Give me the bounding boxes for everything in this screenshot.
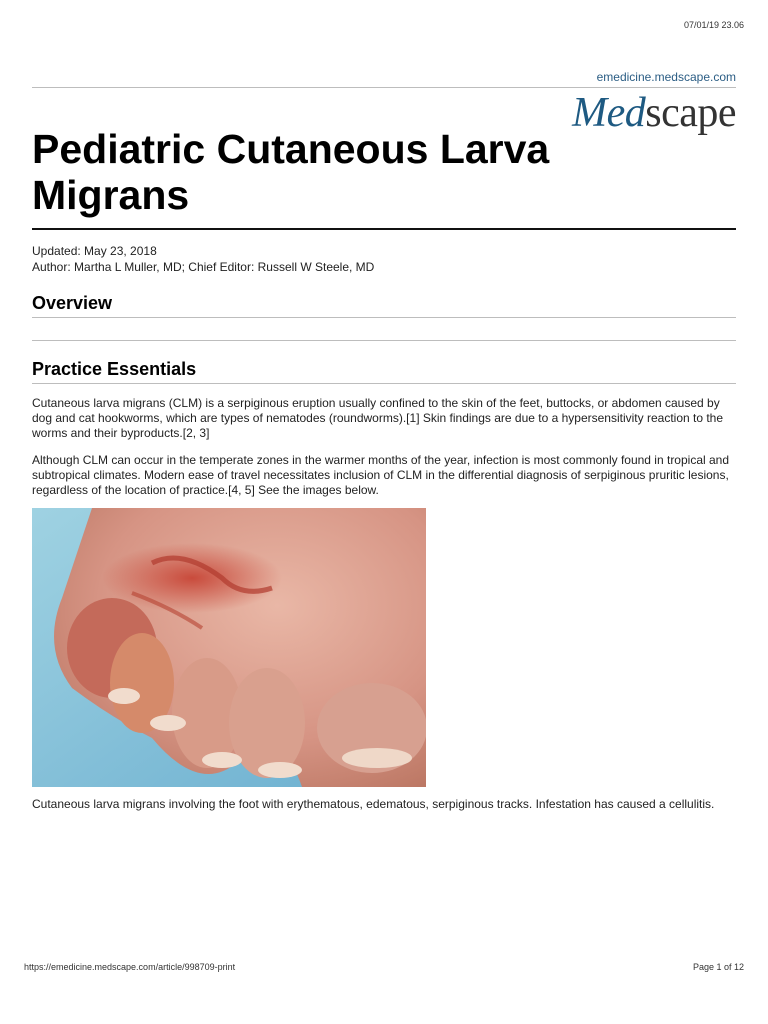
footer-url[interactable]: https://emedicine.medscape.com/article/998709-print bbox=[24, 962, 236, 972]
figure-caption: Cutaneous larva migrans involving the foot with erythematous, edematous, serpiginous tracks. Infestation has caused a cellulitis. bbox=[32, 797, 715, 811]
paragraph: Cutaneous larva migrans (CLM) is a serpiginous eruption usually confined to the skin of the feet, buttocks, or abdomen caused by dog and cat hookworms, which are types of nematodes (roundworms).[1] Skin findings are due to a hypersensitivity reaction to the worms and their byproducts.[2, 3] bbox=[32, 396, 724, 440]
paragraph: Although CLM can occur in the temperate zones in the warmer months of the year, infection is most commonly found in tropical and subtropical climates. Modern ease of travel necessitates inclusion of CLM in the differential diagnosis of serpiginous pruritic lesions, regardless of the location of practice.[4, 5] See the images below. bbox=[32, 453, 730, 497]
title-divider bbox=[32, 228, 736, 230]
logo-med: Med bbox=[572, 90, 646, 136]
print-timestamp: 07/01/19 23.06 bbox=[683, 20, 744, 30]
page-title: Pediatric Cutaneous Larva Migrans bbox=[32, 126, 550, 218]
header-divider bbox=[32, 87, 736, 88]
page-number: Page 1 of 12 bbox=[692, 962, 744, 972]
section-divider bbox=[32, 383, 736, 384]
clinical-photo-foot bbox=[32, 508, 426, 787]
updated-date: Updated: May 23, 2018 bbox=[32, 244, 157, 258]
section-heading-practice-essentials: Practice Essentials bbox=[32, 359, 197, 379]
site-link[interactable]: emedicine.medscape.com bbox=[596, 70, 736, 84]
section-divider bbox=[32, 317, 736, 318]
author-line: Author: Martha L Muller, MD; Chief Editor: Russell W Steele, MD bbox=[32, 260, 375, 274]
logo-scape: scape bbox=[645, 90, 736, 136]
section-divider bbox=[32, 340, 736, 341]
section-heading-overview: Overview bbox=[32, 293, 113, 313]
